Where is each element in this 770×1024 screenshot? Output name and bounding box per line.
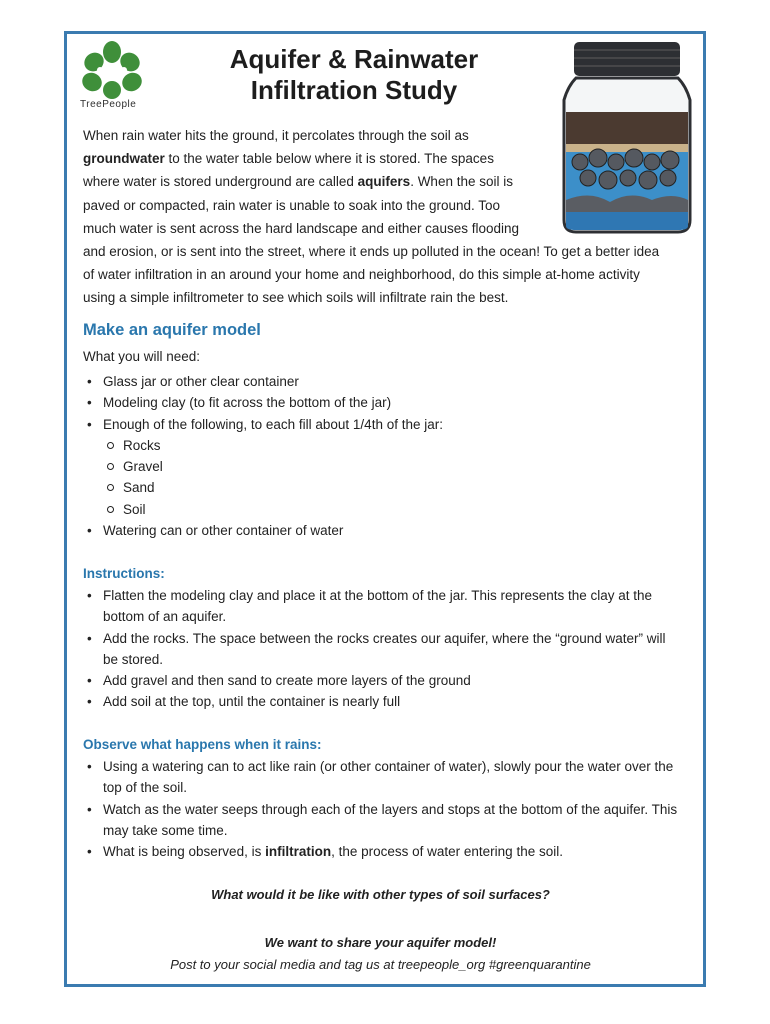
term-groundwater: groundwater <box>83 151 165 167</box>
title-line-1: Aquifer & Rainwater <box>229 44 479 74</box>
social-tag-text: Post to your social media and tag us at treepeople_org #greenquarantine <box>170 957 591 972</box>
intro-paragraph <box>83 124 698 310</box>
section-heading-observe: Observe what happens when it rains: <box>83 737 322 752</box>
intro-line: of water infiltration in an around your home and neighborhood, do this simple at-home activity <box>83 267 640 283</box>
list-item: • Add the rocks. The space between the rocks creates our aquifer, where the “ground water” will be stored. <box>83 628 683 671</box>
term-infiltration: infiltration <box>265 844 332 860</box>
title-line-2: Infiltration Study <box>250 75 458 105</box>
materials-list <box>83 371 443 541</box>
list-item: • Using a watering can to act like rain (or other container of water), slowly pour the water over the top of the soil. <box>83 756 683 799</box>
intro-text: to the water table below where it is stored. The spaces <box>164 151 494 167</box>
sub-list-item: Sand <box>83 477 443 498</box>
intro-text: where water is stored underground are called <box>83 174 358 190</box>
intro-line: When rain water hits the ground, it percolates through the soil as <box>83 128 469 143</box>
list-item: • Add soil at the top, until the container is nearly full <box>83 691 683 712</box>
list-item: • Watering can or other container of water <box>83 520 443 541</box>
list-text: What is being observed, is <box>103 844 266 860</box>
section-heading-model: Make an aquifer model <box>83 321 261 339</box>
instructions-list <box>83 585 683 713</box>
logo-wordmark: TreePeople <box>80 99 137 110</box>
list-item: • Glass jar or other clear container <box>83 371 443 392</box>
intro-line <box>83 147 698 170</box>
intro-line <box>83 170 698 193</box>
list-item: • Enough of the following, to each fill about 1/4th of the jar: <box>83 414 443 435</box>
share-text: We want to share your aquifer model! <box>264 935 497 950</box>
question-text: What would it be like with other types of soil surfaces? <box>211 887 550 902</box>
materials-label: What you will need: <box>83 349 201 364</box>
observe-list <box>83 756 683 862</box>
list-item: • Watch as the water seeps through each of the layers and stops at the bottom of the aquifer. This may take some time. <box>83 799 683 842</box>
sub-list-item: Soil <box>83 499 443 520</box>
list-item: • Flatten the modeling clay and place it at the bottom of the jar. This represents the clay at the bottom of an aquifer. <box>83 585 683 628</box>
intro-line: and erosion, or is sent into the street, where it ends up polluted in the ocean! To get a better idea <box>83 244 660 260</box>
list-text: , the process of water entering the soil. <box>331 844 563 860</box>
intro-line: paved or compacted, rain water is unable to soak into the ground. Too <box>83 197 501 213</box>
intro-line: using a simple infiltrometer to see which soils will infiltrate rain the best. <box>83 290 509 306</box>
list-item: • Modeling clay (to fit across the bottom of the jar) <box>83 392 443 413</box>
sub-list-item: Gravel <box>83 456 443 477</box>
section-heading-instructions: Instructions: <box>83 566 165 581</box>
page-title <box>196 44 512 106</box>
list-item <box>83 841 683 862</box>
term-aquifers: aquifers <box>357 174 411 190</box>
intro-text: . When the soil is <box>410 174 513 190</box>
list-item: • Add gravel and then sand to create more layers of the ground <box>83 670 683 691</box>
intro-line: much water is sent across the hard landscape and either causes flooding <box>83 220 520 236</box>
sub-list-item: Rocks <box>83 435 443 456</box>
